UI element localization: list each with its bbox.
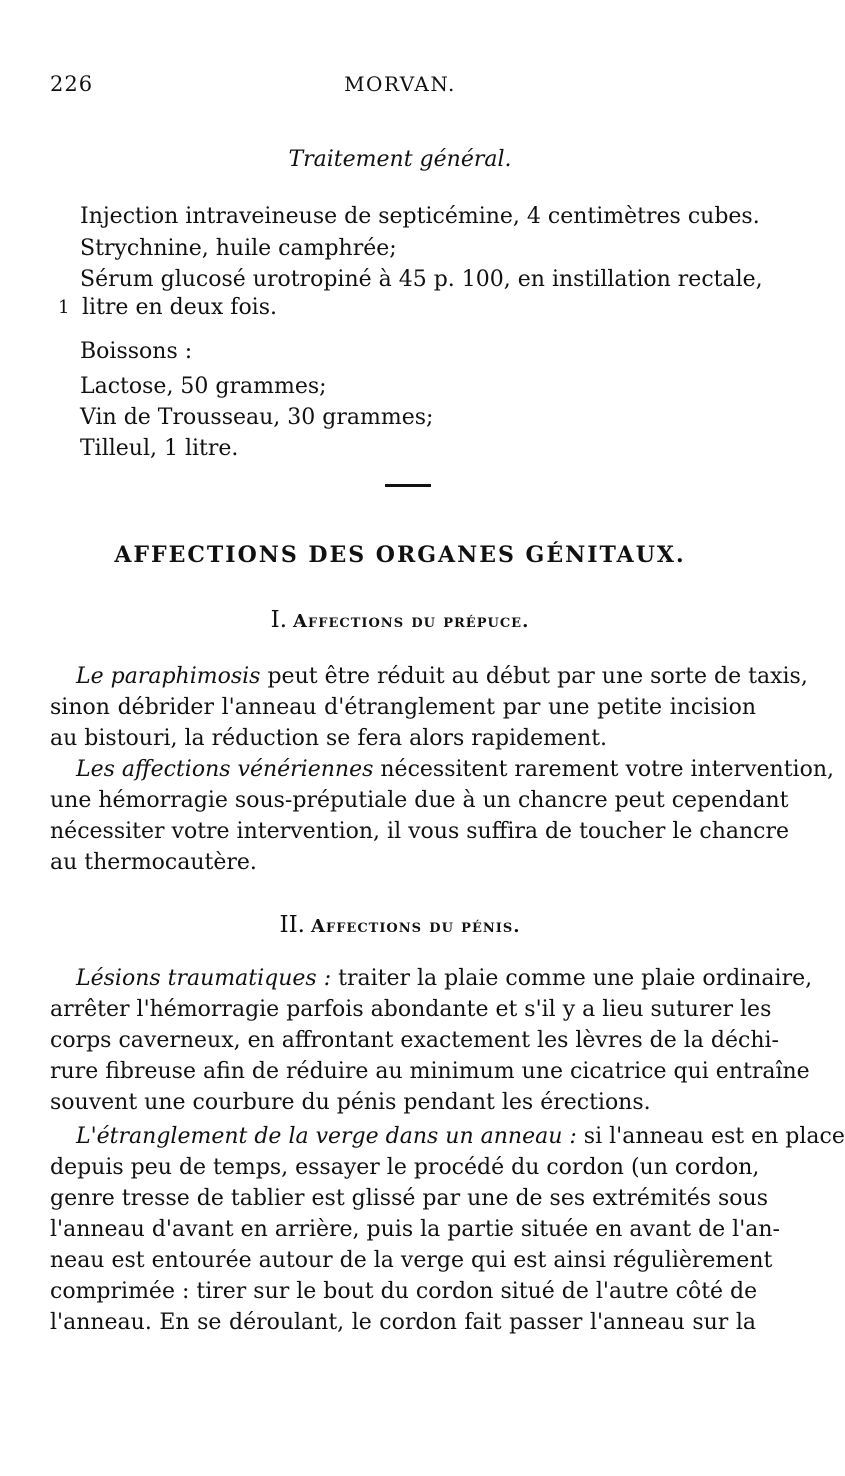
paragraph-line: l'anneau. En se déroulant, le cordon fait passer l'anneau sur la	[50, 1310, 756, 1335]
drink-item: Lactose, 50 grammes;	[80, 374, 327, 399]
paragraph-line: une hémorragie sous-préputiale due à un chancre peut cependant	[50, 788, 789, 813]
line-number: 1	[58, 297, 70, 318]
paragraph-line	[76, 966, 813, 991]
paragraph-line: genre tresse de tablier est glissé par une de ses extrémités sous	[50, 1186, 768, 1211]
treatment-line: Injection intraveineuse de septicémine, 4 centimètres cubes.	[80, 204, 760, 229]
section-2-number: II.	[279, 912, 305, 938]
section-divider	[385, 484, 431, 487]
paragraph-line	[76, 1124, 845, 1149]
paragraph-text: nécessitent rarement votre intervention,	[380, 757, 834, 782]
treatment-line: Strychnine, huile camphrée;	[80, 236, 397, 261]
paragraph-text: si l'anneau est en place	[583, 1124, 845, 1149]
running-head: MORVAN.	[344, 72, 456, 96]
paragraph-line: nécessiter votre intervention, il vous suffira de toucher le chancre	[50, 819, 790, 844]
paragraph-line: comprimée : tirer sur le bout du cordon situé de l'autre côté de	[50, 1279, 758, 1304]
treatment-line: litre en deux fois.	[82, 295, 278, 320]
term-lesions-traumatiques: Lésions traumatiques :	[76, 966, 332, 991]
paragraph-line: corps caverneux, en affrontant exactement les lèvres de la déchi-	[50, 1028, 779, 1053]
page-number: 226	[50, 72, 94, 96]
paragraph-line: rure fibreuse afin de réduire au minimum une cicatrice qui entraîne	[50, 1059, 810, 1084]
treatment-line: Sérum glucosé urotropiné à 45 p. 100, en instillation rectale,	[80, 267, 763, 292]
drink-item: Tilleul, 1 litre.	[80, 436, 239, 461]
term-affections-veneriennes: Les affections vénériennes	[76, 757, 374, 782]
paragraph-text: peut être réduit au début par une sorte de taxis,	[267, 664, 808, 689]
paragraph-line	[76, 664, 808, 689]
section-2-heading	[0, 912, 800, 938]
paragraph-line	[76, 757, 834, 782]
drinks-label: Boissons :	[80, 339, 193, 364]
paragraph-line: sinon débrider l'anneau d'étranglement par une petite incision	[50, 695, 756, 720]
paragraph-line: neau est entourée autour de la verge qui est ainsi régulièrement	[50, 1248, 773, 1273]
section-1-title: Affections du prépuce.	[293, 611, 530, 632]
paragraph-line: arrêter l'hémorragie parfois abondante et s'il y a lieu suturer les	[50, 997, 772, 1022]
paragraph-line: au thermocautère.	[50, 850, 257, 875]
section-1-number: I.	[270, 607, 288, 633]
chapter-title: AFFECTIONS DES ORGANES GÉNITAUX.	[114, 542, 686, 568]
paragraph-line: au bistouri, la réduction se fera alors rapidement.	[50, 726, 608, 751]
term-etranglement: L'étranglement de la verge dans un anneau :	[76, 1124, 577, 1149]
treatment-heading: Traitement général.	[288, 147, 512, 172]
paragraph-line: depuis peu de temps, essayer le procédé du cordon (un cordon,	[50, 1155, 760, 1180]
paragraph-line: souvent une courbure du pénis pendant les érections.	[50, 1090, 651, 1115]
paragraph-line: l'anneau d'avant en arrière, puis la partie située en avant de l'an-	[50, 1217, 780, 1242]
drink-item: Vin de Trousseau, 30 grammes;	[80, 405, 434, 430]
section-1-heading	[0, 607, 800, 633]
paragraph-text: traiter la plaie comme une plaie ordinaire,	[338, 966, 813, 991]
section-2-title: Affections du pénis.	[311, 916, 521, 937]
term-paraphimosis: Le paraphimosis	[76, 664, 261, 689]
